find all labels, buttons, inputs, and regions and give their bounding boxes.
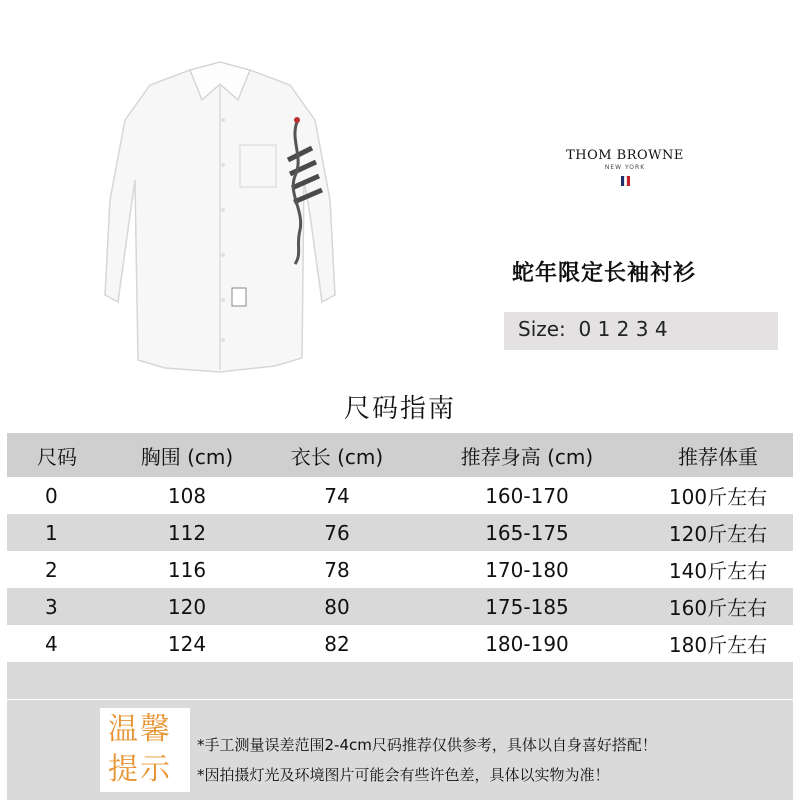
cell-length: 78 (324, 557, 350, 582)
size-table (7, 433, 793, 699)
tips-label-box (100, 708, 190, 792)
header-weight: 推荐体重 (678, 444, 758, 469)
size-range-box (504, 312, 778, 350)
cell-weight: 180斤左右 (668, 633, 768, 657)
cell-chest: 116 (167, 557, 207, 582)
cell-size: 3 (45, 594, 58, 619)
header-length: 衣长 (cm) (290, 444, 384, 469)
header-chest: 胸围 (cm) (140, 444, 234, 469)
cell-chest: 124 (167, 631, 207, 656)
product-title: 蛇年限定长袖衬衫 (512, 261, 697, 286)
cell-chest: 112 (167, 520, 207, 545)
cell-height: 175-185 (485, 594, 569, 619)
cell-weight: 100斤左右 (668, 485, 768, 509)
cell-length: 76 (324, 520, 350, 545)
table-row (7, 625, 793, 662)
shirt-image (90, 40, 350, 375)
cell-chest: 108 (167, 483, 207, 508)
cell-weight: 140斤左右 (668, 559, 768, 583)
header-height: 推荐身高 (cm) (460, 444, 594, 469)
table-row (7, 514, 793, 551)
size-guide-title: 尺码指南 (343, 394, 456, 424)
tricolor-flag-icon (621, 176, 630, 186)
cell-size: 0 (45, 483, 58, 508)
tips-label: 温馨 提示 (108, 712, 172, 787)
tip-line-color: *因拍摄灯光及环境图片可能会有些许色差，具体以实物为准！ (197, 766, 610, 784)
tip-line-measurement: *手工测量误差范围2-4cm尺码推荐仅供参考，具体以自身喜好搭配！ (197, 736, 657, 754)
cell-height: 165-175 (485, 520, 569, 545)
brand-city: NEW YORK (604, 164, 646, 171)
cell-length: 80 (324, 594, 350, 619)
brand-name: THOM BROWNE (566, 148, 684, 163)
table-empty-row (7, 662, 793, 699)
product-area (0, 0, 800, 378)
table-row (7, 477, 793, 514)
tips-lines (197, 730, 657, 790)
table-row (7, 588, 793, 625)
size-range-text: Size: 0 1 2 3 4 (518, 317, 668, 341)
cell-weight: 120斤左右 (668, 522, 768, 546)
table-row (7, 551, 793, 588)
header-size: 尺码 (37, 444, 77, 469)
brand-logo (560, 148, 690, 190)
cell-length: 74 (324, 483, 350, 508)
cell-weight: 160斤左右 (668, 596, 768, 620)
cell-height: 160-170 (485, 483, 569, 508)
cell-size: 1 (45, 520, 58, 545)
cell-length: 82 (324, 631, 350, 656)
cell-height: 170-180 (485, 557, 569, 582)
tips-box (7, 700, 793, 800)
flag-stripe-red (627, 176, 630, 186)
cell-size: 2 (45, 557, 58, 582)
cell-size: 4 (45, 631, 58, 656)
table-header-row (7, 433, 793, 477)
cell-chest: 120 (167, 594, 207, 619)
cell-height: 180-190 (485, 631, 569, 656)
